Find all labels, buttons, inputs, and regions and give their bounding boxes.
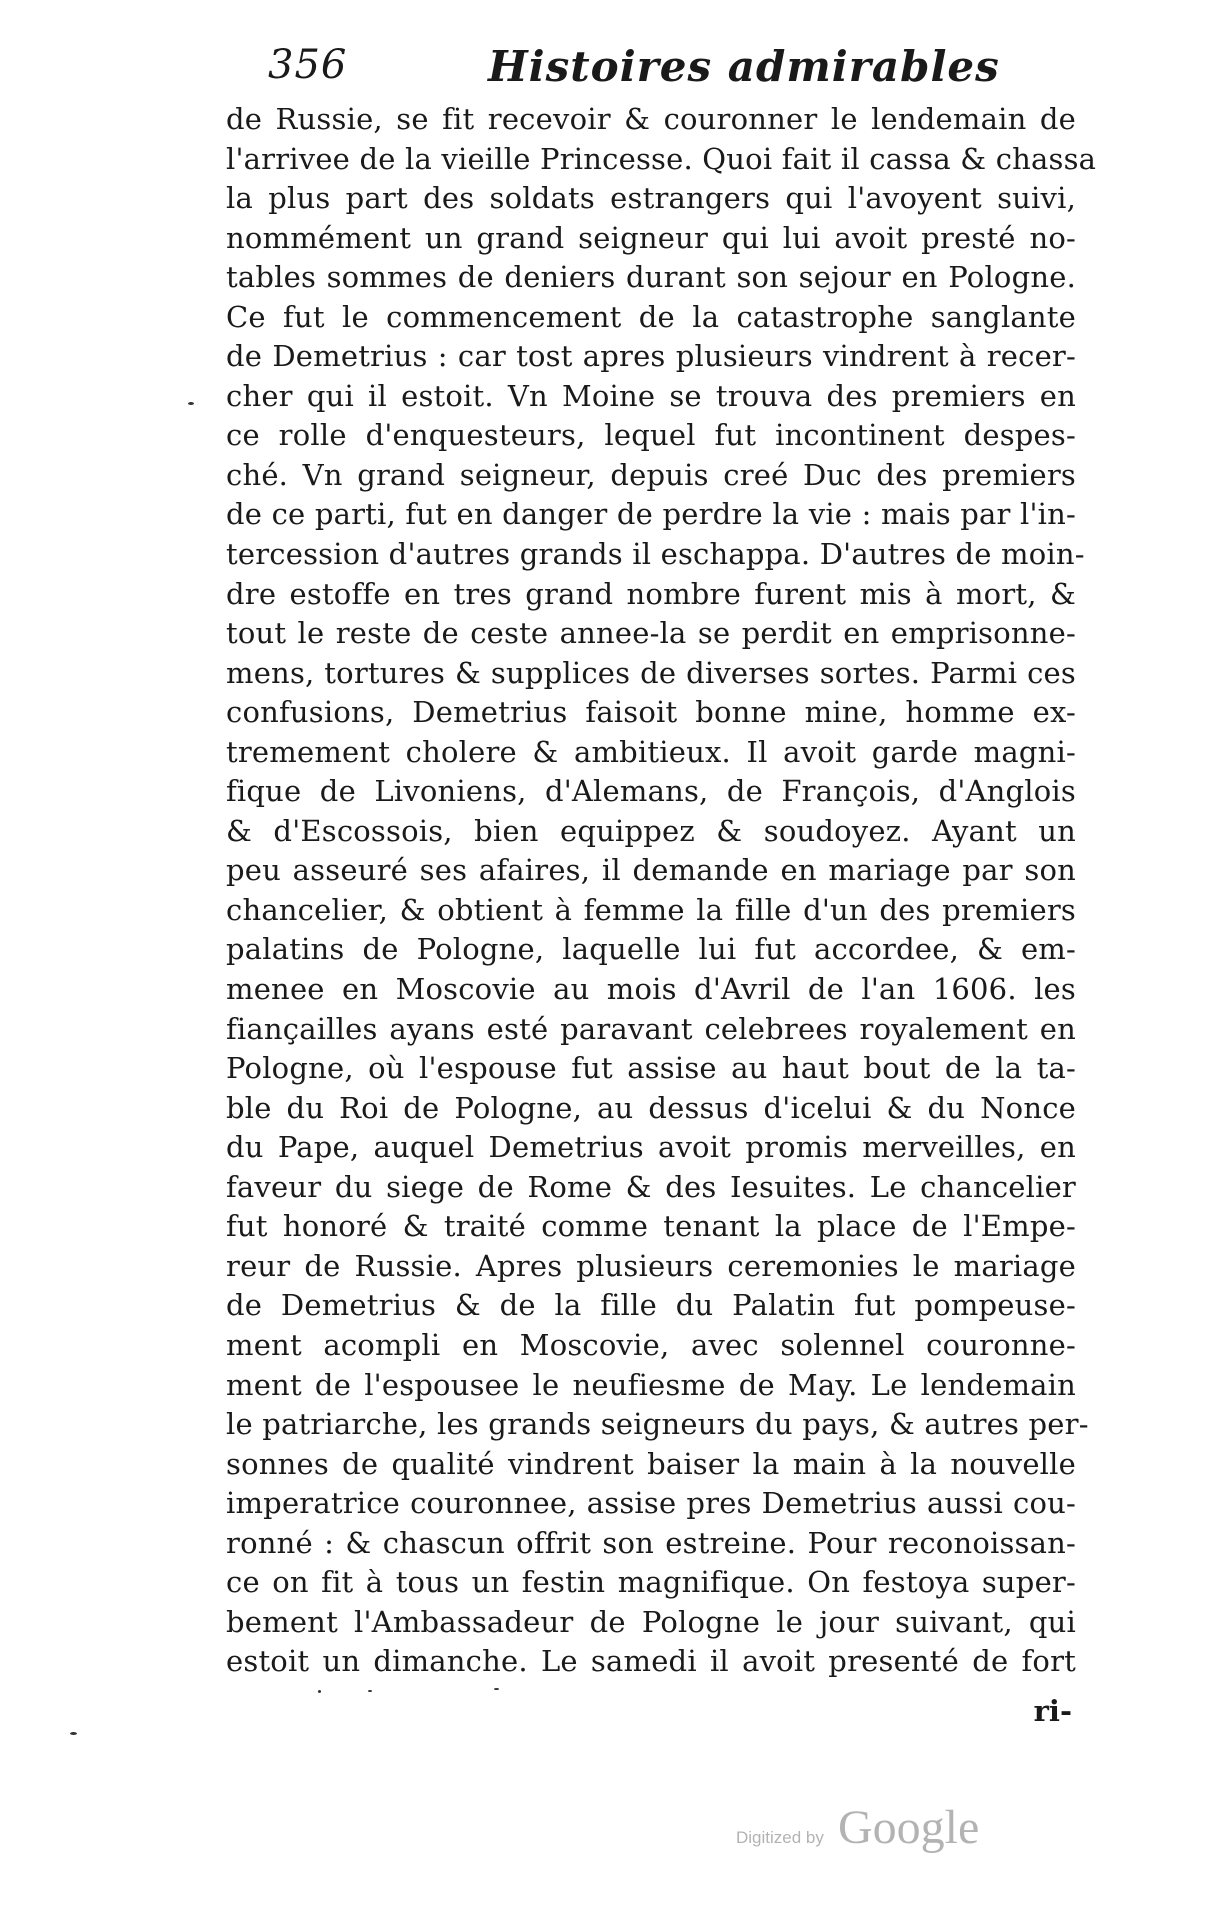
- text-line: fiançailles ayans esté paravant celebrees royalement en: [226, 1011, 1076, 1046]
- text-line: de Demetrius : car tost apres plusieurs vindrent à recer-: [226, 339, 1076, 374]
- text-line: tables sommes de deniers durant son sejour en Pologne.: [226, 260, 1076, 295]
- body-text: [226, 100, 1097, 1682]
- ink-speck: [494, 1688, 499, 1690]
- text-line: tout le reste de ceste annee-la se perdit en emprisonne-: [226, 616, 1076, 651]
- text-line: estoit un dimanche. Le samedi il avoit presenté de fort: [226, 1644, 1076, 1679]
- ink-speck: [368, 1690, 372, 1692]
- text-line: fique de Livoniens, d'Alemans, de François, d'Anglois: [226, 774, 1076, 809]
- text-line: de Russie, se fit recevoir & couronner le lendemain de: [226, 102, 1076, 136]
- text-line: de ce parti, fut en danger de perdre la vie : mais par l'in-: [226, 497, 1076, 532]
- text-line: le patriarche, les grands seigneurs du pays, & autres per-: [226, 1407, 1089, 1442]
- text-line: peu asseuré ses afaires, il demande en mariage par son: [226, 853, 1076, 888]
- text-line: & d'Escossois, bien equippez & soudoyez. Ayant un: [226, 813, 1076, 848]
- text-line: menee en Moscovie au mois d'Avril de l'an 1606. les: [226, 972, 1076, 1007]
- text-line: imperatrice couronnee, assise pres Demetrius aussi cou-: [226, 1486, 1076, 1521]
- text-line: nommément un grand seigneur qui lui avoit presté no-: [226, 220, 1076, 255]
- text-line: reur de Russie. Apres plusieurs ceremonies le mariage: [226, 1248, 1076, 1283]
- text-line: sonnes de qualité vindrent baiser la main à la nouvelle: [226, 1446, 1076, 1481]
- text-line: Pologne, où l'espouse fut assise au haut bout de la ta-: [226, 1051, 1076, 1086]
- google-logo-text: Google: [838, 1801, 980, 1854]
- text-line: chancelier, & obtient à femme la fille d'un des premiers: [226, 892, 1076, 927]
- text-line: l'arrivee de la vieille Princesse. Quoi fait il cassa & chassa: [226, 141, 1097, 176]
- text-line: tercession d'autres grands il eschappa. D'autres de moin-: [226, 537, 1085, 572]
- text-line: ment de l'espousee le neufiesme de May. Le lendemain: [226, 1367, 1076, 1402]
- text-line: du Pape, auquel Demetrius avoit promis merveilles, en: [226, 1130, 1076, 1165]
- text-line: de Demetrius & de la fille du Palatin fut pompeuse-: [226, 1288, 1076, 1323]
- text-line: Ce fut le commencement de la catastrophe sanglante: [226, 299, 1076, 334]
- running-title: Histoires admirables: [488, 42, 1000, 91]
- text-line: cher qui il estoit. Vn Moine se trouva des premiers en: [226, 378, 1076, 413]
- text-line: dre estoffe en tres grand nombre furent mis à mort, &: [226, 576, 1076, 611]
- text-line: ché. Vn grand seigneur, depuis creé Duc des premiers: [226, 457, 1076, 492]
- text-line: palatins de Pologne, laquelle lui fut accordee, & em-: [226, 932, 1076, 967]
- ink-speck: [318, 1690, 321, 1693]
- digitization-watermark: [736, 1800, 1056, 1860]
- text-line: la plus part des soldats estrangers qui l'avoyent suivi,: [226, 181, 1076, 216]
- text-line: fut honoré & traité comme tenant la place de l'Empe-: [226, 1209, 1076, 1244]
- ink-speck: [188, 402, 194, 405]
- text-line: tremement cholere & ambitieux. Il avoit garde magni-: [226, 734, 1076, 769]
- text-line: ronné : & chascun offrit son estreine. Pour reconoissan-: [226, 1525, 1076, 1560]
- text-line: mens, tortures & supplices de diverses sortes. Parmi ces: [226, 655, 1076, 690]
- ink-speck: [70, 1732, 77, 1735]
- catchword: ri-: [1033, 1694, 1072, 1728]
- text-line: ce rolle d'enquesteurs, lequel fut incontinent despes-: [226, 418, 1076, 453]
- text-line: ce on fit à tous un festin magnifique. On festoya super-: [226, 1565, 1076, 1600]
- digitized-label: Digitized by: [736, 1828, 824, 1847]
- text-line: bement l'Ambassadeur de Pologne le jour suivant, qui: [226, 1604, 1076, 1639]
- text-line: ment acompli en Moscovie, avec solennel couronne-: [226, 1327, 1076, 1362]
- text-line: ble du Roi de Pologne, au dessus d'icelui & du Nonce: [226, 1090, 1076, 1125]
- page-number: 356: [268, 42, 348, 88]
- text-line: faveur du siege de Rome & des Iesuites. Le chancelier: [226, 1169, 1076, 1204]
- text-line: confusions, Demetrius faisoit bonne mine, homme ex-: [226, 695, 1076, 730]
